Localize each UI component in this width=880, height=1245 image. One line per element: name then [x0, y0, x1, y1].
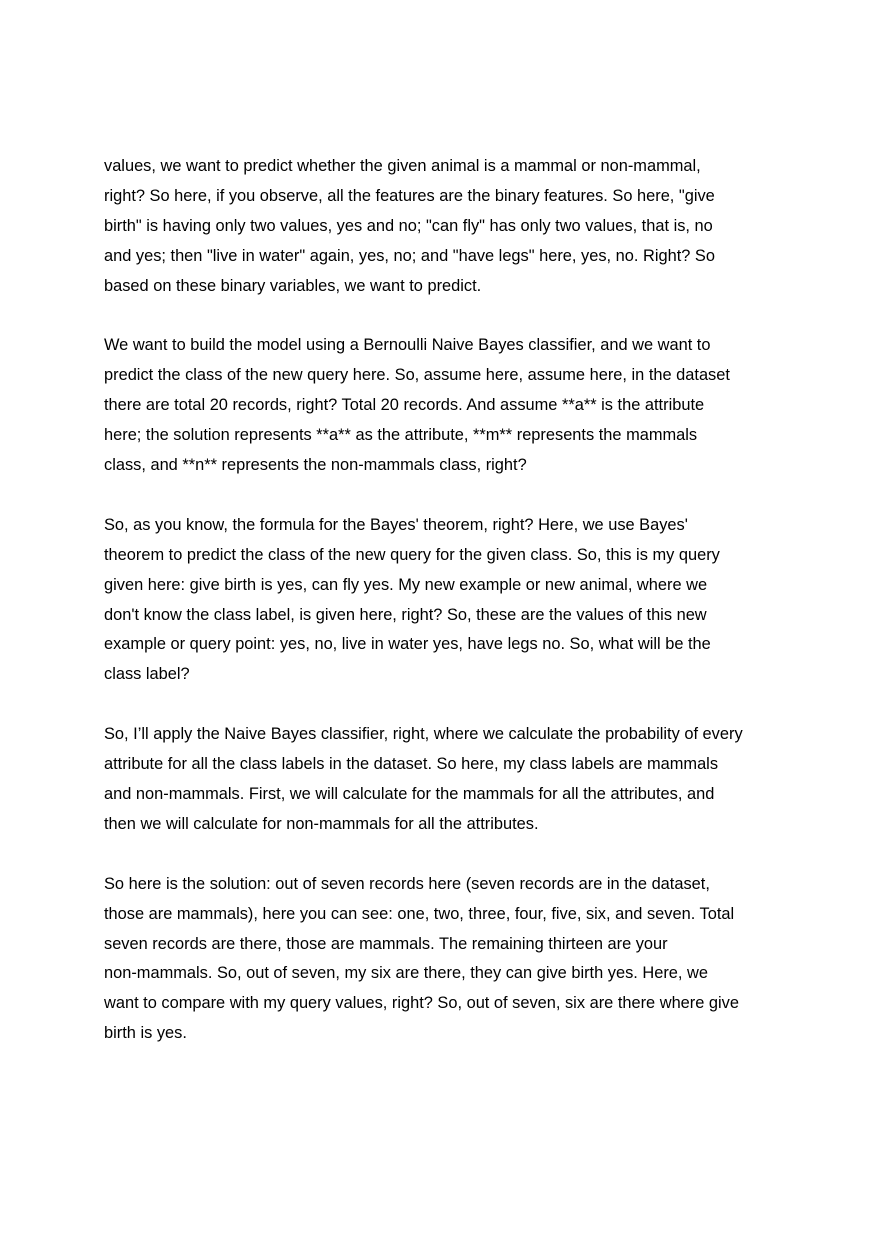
- paragraph-bayes-theorem: [104, 511, 786, 690]
- text-line: We want to build the model using a Bernoulli Naive Bayes classifier, and we want to: [104, 336, 711, 355]
- text-line: predict the class of the new query here. So, assume here, assume here, in the dataset: [104, 366, 730, 385]
- text-line: So here is the solution: out of seven records here (seven records are in the dataset,: [104, 874, 710, 893]
- paragraph-bernoulli-model: [104, 331, 786, 481]
- text-line: class, and **n** represents the non-mammals class, right?: [104, 456, 527, 475]
- text-line: So, as you know, the formula for the Bayes' theorem, right? Here, we use Bayes': [104, 515, 688, 534]
- text-line: values, we want to predict whether the given animal is a mammal or non-mammal,: [104, 157, 701, 175]
- text-line: based on these binary variables, we want to predict.: [104, 276, 482, 295]
- text-line: So, I’ll apply the Naive Bayes classifier, right, where we calculate the probability of every: [104, 725, 743, 744]
- document-body: [104, 152, 786, 1079]
- text-line: then we will calculate for non-mammals for all the attributes.: [104, 814, 539, 833]
- text-line: want to compare with my query values, right? So, out of seven, six are there where give: [104, 994, 739, 1013]
- text-line: don't know the class label, is given here, right? So, these are the values of this new: [104, 605, 707, 624]
- paragraph-solution: [104, 870, 786, 1049]
- text-line: theorem to predict the class of the new query for the given class. So, this is my query: [104, 545, 720, 564]
- text-line: and non-mammals. First, we will calculate for the mammals for all the attributes, and: [104, 784, 715, 803]
- text-line: there are total 20 records, right? Total 20 records. And assume **a** is the attribute: [104, 396, 705, 415]
- text-line: birth is yes.: [104, 1024, 187, 1043]
- text-line: class label?: [104, 665, 190, 684]
- text-line: here; the solution represents **a** as the attribute, **m** represents the mammals: [104, 426, 698, 445]
- text-line: seven records are there, those are mammals. The remaining thirteen are your: [104, 934, 668, 953]
- text-line: right? So here, if you observe, all the features are the binary features. So here, "give: [104, 186, 715, 205]
- text-line: example or query point: yes, no, live in water yes, have legs no. So, what will be the: [104, 635, 711, 654]
- text-line: non-mammals. So, out of seven, my six are there, they can give birth yes. Here, we: [104, 964, 708, 983]
- paragraph-apply-naive-bayes: [104, 720, 786, 840]
- text-line: given here: give birth is yes, can fly yes. My new example or new animal, where we: [104, 575, 708, 594]
- paragraph-binary-features: [104, 152, 786, 302]
- text-line: attribute for all the class labels in the dataset. So here, my class labels are mammals: [104, 755, 719, 774]
- text-line: those are mammals), here you can see: one, two, three, four, five, six, and seven. Total: [104, 904, 735, 923]
- text-line: birth" is having only two values, yes and no; "can fly" has only two values, that is, no: [104, 216, 713, 235]
- text-line: and yes; then "live in water" again, yes, no; and "have legs" here, yes, no. Right? So: [104, 246, 715, 265]
